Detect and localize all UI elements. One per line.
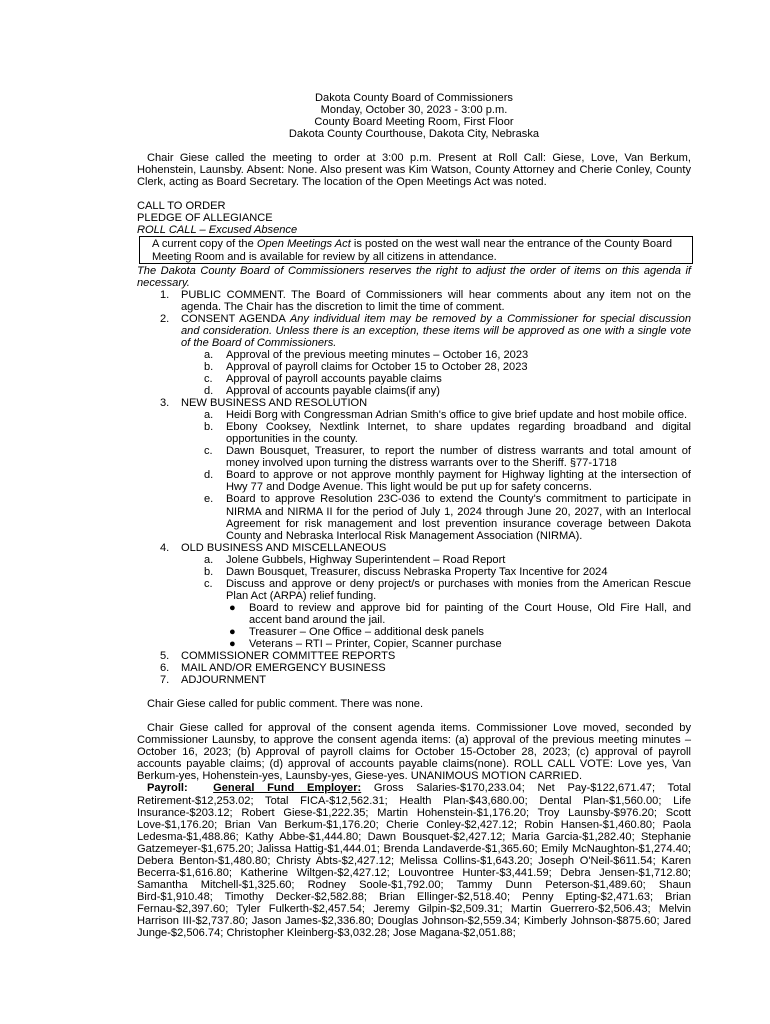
list-item: c. Discuss and approve or deny project/s or purchases with monies from the American Rescue Plan Act (ARPA) relief funding. ● Board to review and approve bid for painting of the Court House, Old Fire Hall, and accent band around the jail. ● Treasurer – One Office – additional desk panels ● Veterans – RTI – Printer, Copier, Scanner purchase (137, 578, 691, 650)
list-item: ● Board to review and approve bid for painting of the Court House, Old Fire Hall, and accent band around the jail. (229, 601, 691, 626)
new-business-subitems (181, 409, 691, 542)
list-item: a. Heidi Borg with Congressman Adrian Smith's office to give brief update and host mobile office. (204, 409, 688, 422)
header-line-board: Dakota County Board of Commissioners (315, 92, 513, 104)
list-item: d. Board to approve or not approve monthly payment for Highway lighting at the intersection of Hwy 77 and Dodge Avenue. This light would be put up for safety concerns. (204, 469, 691, 494)
public-comment-paragraph: Chair Giese called for public comment. There was none. (147, 698, 424, 711)
header-line-location: Dakota County Courthouse, Dakota City, Nebraska (288, 128, 540, 141)
list-item: d. Approval of accounts payable claims(if any) (204, 385, 440, 398)
list-item: b. Approval of payroll claims for October 15 to October 28, 2023 (204, 360, 528, 373)
reserve-note: The Dakota County Board of Commissioners reserves the right to adjust the order of items on this agenda if necessary. (137, 264, 691, 289)
bullet-icon: ● (229, 601, 236, 614)
header-line-room: County Board Meeting Room, First Floor (314, 116, 514, 129)
open-meetings-notice-box: A current copy of the Open Meetings Act is posted on the west wall near the entrance of the County Board Meeting Room and is available for review by all citizens in attendance. (139, 236, 693, 263)
payroll-label: Payroll: (147, 782, 188, 795)
agenda-list (137, 289, 691, 687)
consent-approval-paragraph: Chair Giese called for approval of the consent agenda items. Commissioner Love moved, seconded by Commissioner Launsby, to approve the consent agenda items: (a) approval of the previous meeting minutes – October 16, 2023; (b) Approval of payroll claims for October 15-October 28, 2023; (c) approval of payroll accounts payable claims; (d) approval of accounts payable claims(none). ROLL CALL VOTE: Love yes, Van Berkum-yes, Hohenstein-yes, Launsby-yes, Giese-yes. UNANIMOUS MOTION CARRIED. (137, 722, 691, 783)
header-line-date: Monday, October 30, 2023 - 3:00 p.m. (320, 104, 508, 117)
agenda-item-new-business: 3. NEW BUSINESS AND RESOLUTION a. Heidi Borg with Congressman Adrian Smith's office to give brief update and host mobile office. b. Ebony Cooksey, Nextlink Internet, to share updates regarding broadband and digital opportunities in the county. c. Dawn Bousquet, Treasurer, to report the number of distress warrants and total amount of money involved upon turning the distress warrants over to the Sheriff. §77-1718 d. Board to approve or not approve monthly payment for Highway lighting at the intersection of Hwy 77 and Dodge Avenue. This light would be put up for safety concerns. e. Board to approve Resolution 23C-036 to extend the County's commitment to participate in NIRMA and NIRMA II for the period of July 1, 2024 through June 20, 2027, with an Interlocal Agreement for risk management and lost prevention insurance coverage between Dakota County and Nebraska Interlocal Risk Management Association (NIRMA). (137, 397, 691, 542)
agenda-item-mail: 6. MAIL AND/OR EMERGENCY BUSINESS (160, 662, 386, 675)
agenda-item-committee-reports: 5. COMMISSIONER COMMITTEE REPORTS (160, 650, 396, 663)
list-item: c. Dawn Bousquet, Treasurer, to report the number of distress warrants and total amount of money involved upon turning the distress warrants over to the Sheriff. §77-1718 (204, 445, 691, 470)
open-meetings-act-title: Open Meetings Act (256, 238, 351, 251)
agenda-item-old-business: 4. OLD BUSINESS AND MISCELLANEOUS a. Jolene Gubbels, Highway Superintendent – Road Report b. Dawn Bousquet, Treasurer, discuss Nebraska Property Tax Incentive for 2024 c. Discuss and approve or deny project/s or purchases with monies from the American Rescue Plan Act (ARPA) relief funding. ● Board to review and approve bid for painting of the Court House, Old Fire Hall, and accent band around the jail. ● Treasurer – One Office – additional desk panels ● Veterans – RTI – Printer, Copier, Scanner purchase (137, 542, 691, 650)
list-item: b. Dawn Bousquet, Treasurer, discuss Nebraska Property Tax Incentive for 2024 (204, 565, 608, 578)
arpa-bullets (226, 602, 691, 650)
payroll-paragraph: Payroll: General Fund Employer: Gross Salaries-$170,233.04; Net Pay-$122,671.47; Total Retirement-$12,253.02; Total FICA-$12,562.31; Health Plan-$43,680.00; Dental Plan-$1,560.00; Life Insurance-$203.12; Robert Giese-$1,222.35; Martin Hohenstein-$1,176.20; Troy Launsby-$976.20; Scott Love-$1,176.20; Brian Van Berkum-$1,176.20; Cherie Conley-$2,427.12; Robin Hansen-$1,460.80; Paola Ledesma-$1,488.86; Kathy Abbe-$1,444.80; Dawn Bousquet-$2,427.12; Maria Garcia-$1,282.40; Stephanie Gatzemeyer-$1,675.20; Jalissa Hattig-$1,444.01; Brenda Landaverde-$1,365.60; Emily McNaughton-$1,274.40; Debera Benton-$1,480.80; Christy Abts-$2,427.12; Melissa Collins-$1,643.20; Joseph O'Neil-$611.54; Karen Becerra-$1,616.80; Katherine Wiltgen-$2,427.12; Louvontree Hunter-$3,441.59; Debra Jensen-$1,712.80; Samantha Mitchell-$1,325.60; Rodney Soole-$1,792.00; Tammy Dunn Peterson-$1,489.60; Shaun Bird-$1,910.48; Timothy Decker-$2,582.88; Brian Ellinger-$2,518.40; Penny Epting-$2,471.63; Brian Fernau-$2,397.60; Tyler Fulkerth-$2,457.54; Jeremy Gilpin-$2,509.31; Martin Guerrero-$2,506.43; Melvin Harrison III-$2,737.80; Jason James-$2,336.80; Douglas Johnson-$2,559.34; Kimberly Johnson-$875.60; Jared Junge-$2,506.74; Christopher Kleinberg-$3,032.28; Jose Magana-$2,051.88; (137, 782, 691, 940)
agenda-item-public-comment: 1. PUBLIC COMMENT. The Board of Commissioners will hear comments about any item not on the agenda. The Chair has the discretion to limit the time of comment. (160, 288, 691, 313)
roll-call: ROLL CALL – Excused Absence (137, 224, 298, 237)
bullet-icon: ● (229, 625, 236, 638)
old-business-subitems (181, 554, 691, 650)
general-fund-label: General Fund Employer: (213, 782, 362, 795)
list-item: a. Jolene Gubbels, Highway Superintendent – Road Report (204, 553, 506, 566)
list-item: c. Approval of payroll accounts payable claims (204, 372, 442, 385)
list-item: ● Veterans – RTI – Printer, Copier, Scanner purchase (229, 638, 502, 651)
agenda-item-adjournment: 7. ADJOURNMENT (160, 674, 267, 687)
list-item: ● Treasurer – One Office – additional desk panels (229, 625, 484, 638)
list-item: a. Approval of the previous meeting minutes – October 16, 2023 (204, 348, 529, 361)
meeting-header (137, 92, 691, 140)
call-to-order: CALL TO ORDER (137, 200, 226, 213)
consent-subitems (181, 349, 691, 397)
agenda-item-consent: 2. CONSENT AGENDA Any individual item may be removed by a Commissioner for special discussion and consideration. Unless there is an exception, these items will be approved as one with a single vote of the Board of Commissioners. a. Approval of the previous meeting minutes – October 16, 2023 b. Approval of payroll claims for October 15 to October 28, 2023 c. Approval of payroll accounts payable claims d. Approval of accounts payable claims(if any) (137, 313, 691, 397)
intro-paragraph: Chair Giese called the meeting to order at 3:00 p.m. Present at Roll Call: Giese, Love, Van Berkum, Hohenstein, Launsby. Absent: None. Also present was Kim Watson, County Attorney and Cherie Conley, County Clerk, acting as Board Secretary. The location of the Open Meetings Act was noted. (137, 152, 691, 189)
list-item: e. Board to approve Resolution 23C-036 to extend the County's commitment to participate in NIRMA and NIRMA II for the period of July 1, 2024 through June 20, 2027, with an Interlocal Agreement for risk management and lost prevention insurance coverage between Dakota County and Nebraska Interlocal Risk Management Association (NIRMA). (204, 493, 691, 542)
list-item: b. Ebony Cooksey, Nextlink Internet, to share updates regarding broadband and digital opportunities in the county. (204, 421, 691, 446)
pledge-of-allegiance: PLEDGE OF ALLEGIANCE (137, 212, 273, 225)
document-page (137, 92, 691, 939)
bullet-icon: ● (229, 638, 236, 651)
